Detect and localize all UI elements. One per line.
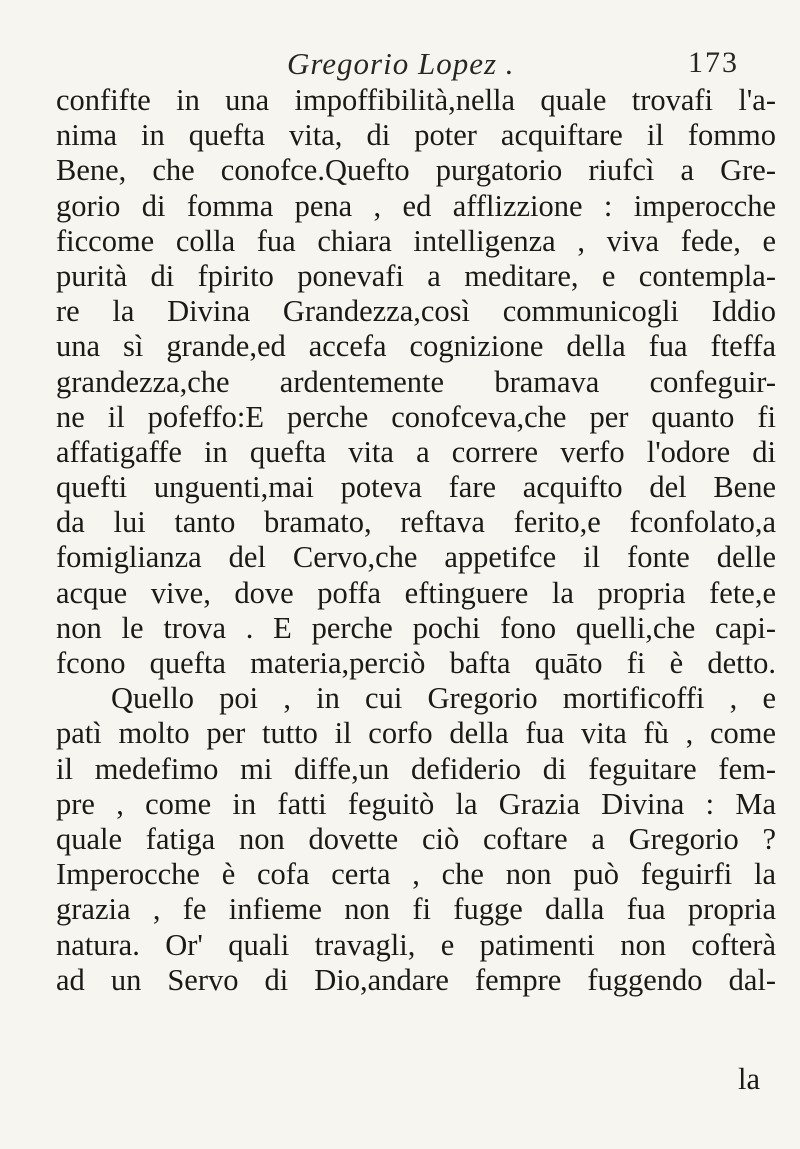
text-line: patì molto per tutto il corfo della fua vita fù , come (56, 716, 776, 751)
text-line: Imperocche è cofa certa , che non può feguirfi la (56, 857, 776, 892)
text-line: da lui tanto bramato, reftava ferito,e fconfolato,a (56, 505, 776, 540)
text-line: natura. Or' quali travagli, e patimenti non cofterà (56, 927, 776, 962)
text-line: gorio di fomma pena , ed afflizzione : imperocche (56, 188, 776, 223)
text-line: fcono quefta materia,perciò bafta quāto fi è detto. (56, 646, 776, 680)
text-line: confifte in una impoffibilità,nella quale trovafi l'a- (56, 83, 776, 117)
text-line: grazia , fe infieme non fi fugge dalla fua propria (56, 892, 776, 927)
text-line: grandezza,che ardentemente bramava confeguir- (56, 364, 776, 399)
text-line: ne il pofeffo:E perche conofceva,che per quanto fi (56, 399, 776, 434)
text-line: ficcome colla fua chiara intelligenza , viva fede, e (56, 223, 776, 258)
text-line: nima in quefta vita, di poter acquiftare il fommo (56, 118, 776, 153)
text-line: una sì grande,ed accefa cognizione della fua fteffa (56, 329, 776, 364)
page-number: 173 (688, 46, 739, 79)
text-line: il medefimo mi diffe,un defiderio di feguitare fem- (56, 751, 776, 786)
text-line: acque vive, dove poffa eftinguere la propria fete,e (56, 575, 776, 610)
text-line: non le trova . E perche pochi fono quelli,che capi- (56, 610, 776, 645)
paragraph-start-line: Quello poi , in cui Gregorio mortificoffi , e (111, 681, 776, 716)
text-line: affatigaffe in quefta vita a correre verfo l'odore di (56, 434, 776, 469)
catchword: la (738, 1062, 761, 1096)
text-line: quale fatiga non dovette ciò coftare a Gregorio ? (56, 821, 776, 856)
text-line: re la Divina Grandezza,così communicogli Iddio (56, 294, 776, 329)
text-line: ad un Servo di Dio,andare fempre fuggendo dal- (56, 962, 776, 997)
body-text (56, 83, 776, 998)
running-title: Gregorio Lopez . (287, 46, 515, 81)
text-line: quefti unguenti,mai poteva fare acquifto del Bene (56, 470, 776, 505)
text-line: Bene, che conofce.Quefto purgatorio riufcì a Gre- (56, 153, 776, 188)
text-line: fomiglianza del Cervo,che appetifce il fonte delle (56, 540, 776, 575)
text-line: pre , come in fatti feguitò la Grazia Divina : Ma (56, 786, 776, 821)
text-line: purità di fpirito ponevafi a meditare, e contempla- (56, 258, 776, 293)
